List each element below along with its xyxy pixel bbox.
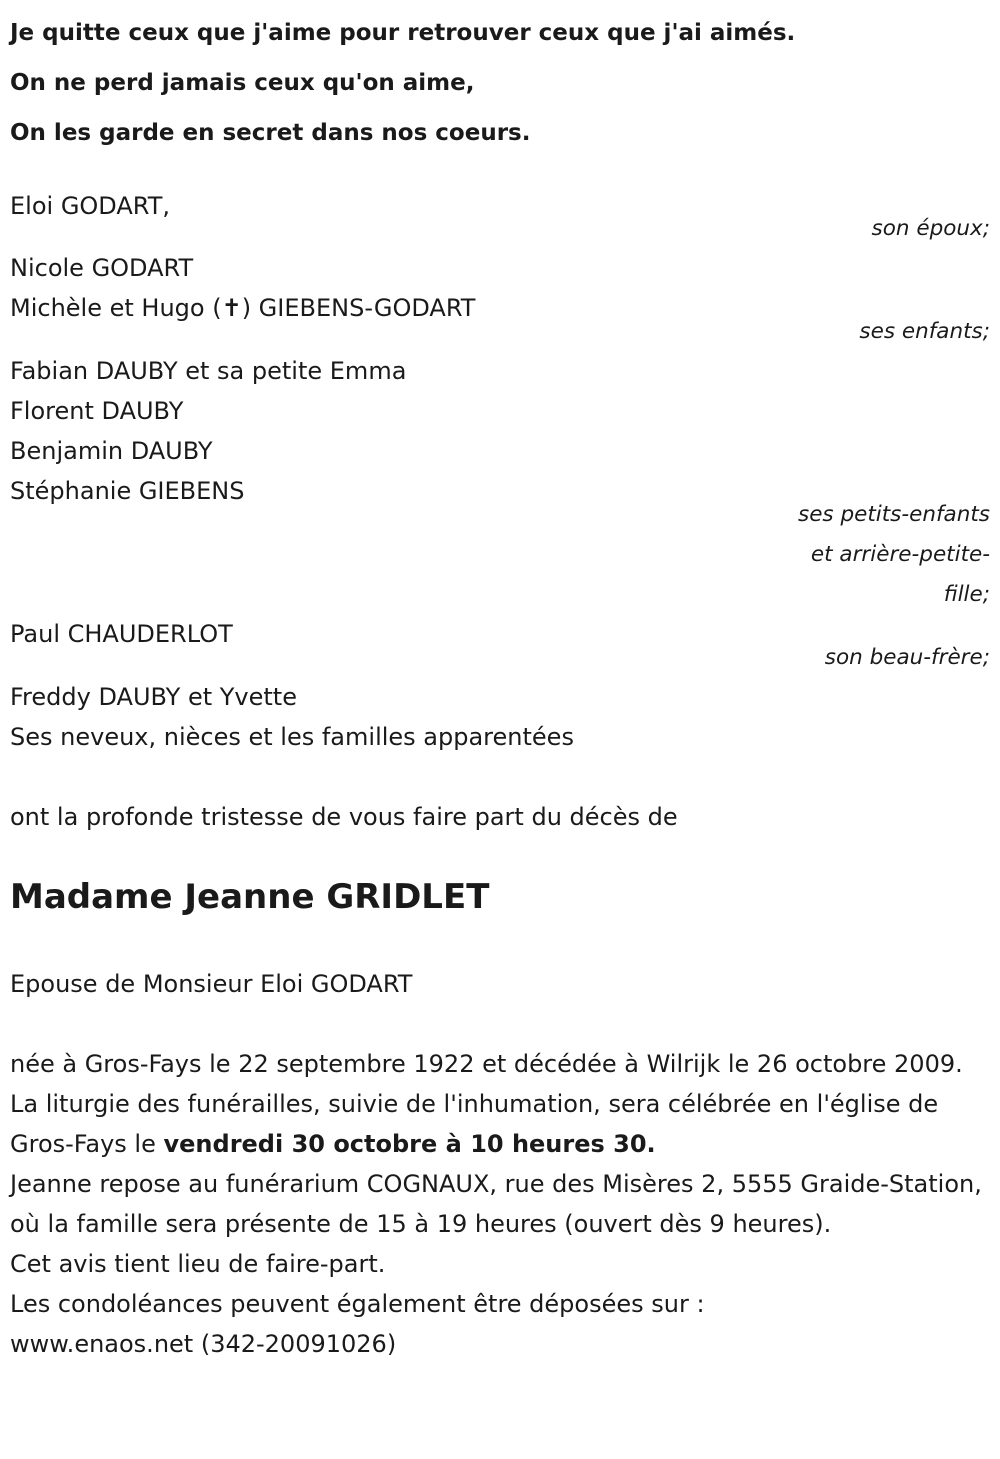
grandchild-name: Fabian DAUBY et sa petite Emma: [10, 357, 407, 385]
funerarium-info: Jeanne repose au funérarium COGNAUX, rue des Misères 2, 5555 Graide-Station, où la famille sera présente de 15 à 19 heures (ouvert dès 9 heures).: [10, 1170, 982, 1238]
spouse-of-line: Epouse de Monsieur Eloi GODART: [10, 970, 413, 998]
grandchildren-relation-line: ses petits-enfants: [798, 502, 990, 527]
grandchild-name: Stéphanie GIEBENS: [10, 477, 245, 505]
children-relation: ses enfants;: [859, 319, 990, 344]
liturgy-info: [10, 1084, 995, 1164]
grandchildren-relation-line: fille;: [943, 582, 990, 607]
liturgy-text: La liturgie des funérailles, suivie de l'inhumation, sera célébrée en l'église de Gros-Fays le: [10, 1090, 939, 1158]
condolences-text: Les condoléances peuvent également être déposées sur :: [10, 1290, 705, 1318]
grandchild-name: Benjamin DAUBY: [10, 437, 213, 465]
grandchildren-relation-line: et arrière-petite-: [810, 542, 990, 567]
poem-line: Je quitte ceux que j'aime pour retrouver ceux que j'ai aimés.: [10, 20, 796, 46]
relatives-line: Ses neveux, nièces et les familles apparentées: [10, 723, 574, 751]
spouse-name: Eloi GODART,: [10, 192, 170, 220]
announcement-intro: ont la profonde tristesse de vous faire part du décès de: [10, 803, 678, 831]
liturgy-date: vendredi 30 octobre à 10 heures 30.: [163, 1130, 656, 1158]
poem: [10, 8, 795, 158]
website-reference: www.enaos.net (342-20091026): [10, 1330, 397, 1358]
grandchild-name: Florent DAUBY: [10, 397, 184, 425]
brother-in-law-relation: son beau-frère;: [824, 645, 990, 670]
poem-line: On les garde en secret dans nos coeurs.: [10, 120, 531, 146]
child-name: Nicole GODART: [10, 254, 194, 282]
child-name: Michèle et Hugo (✝) GIEBENS-GODART: [10, 294, 476, 322]
deceased-name: Madame Jeanne GRIDLET: [10, 877, 490, 917]
birth-death-info: née à Gros-Fays le 22 septembre 1922 et décédée à Wilrijk le 26 octobre 2009.: [10, 1050, 963, 1078]
relative-name: Freddy DAUBY et Yvette: [10, 683, 297, 711]
notice-text: Cet avis tient lieu de faire-part.: [10, 1250, 386, 1278]
spouse-relation: son époux;: [871, 216, 990, 241]
funeral-details: [10, 1044, 995, 1364]
poem-line: On ne perd jamais ceux qu'on aime,: [10, 70, 475, 96]
brother-in-law-name: Paul CHAUDERLOT: [10, 620, 233, 648]
